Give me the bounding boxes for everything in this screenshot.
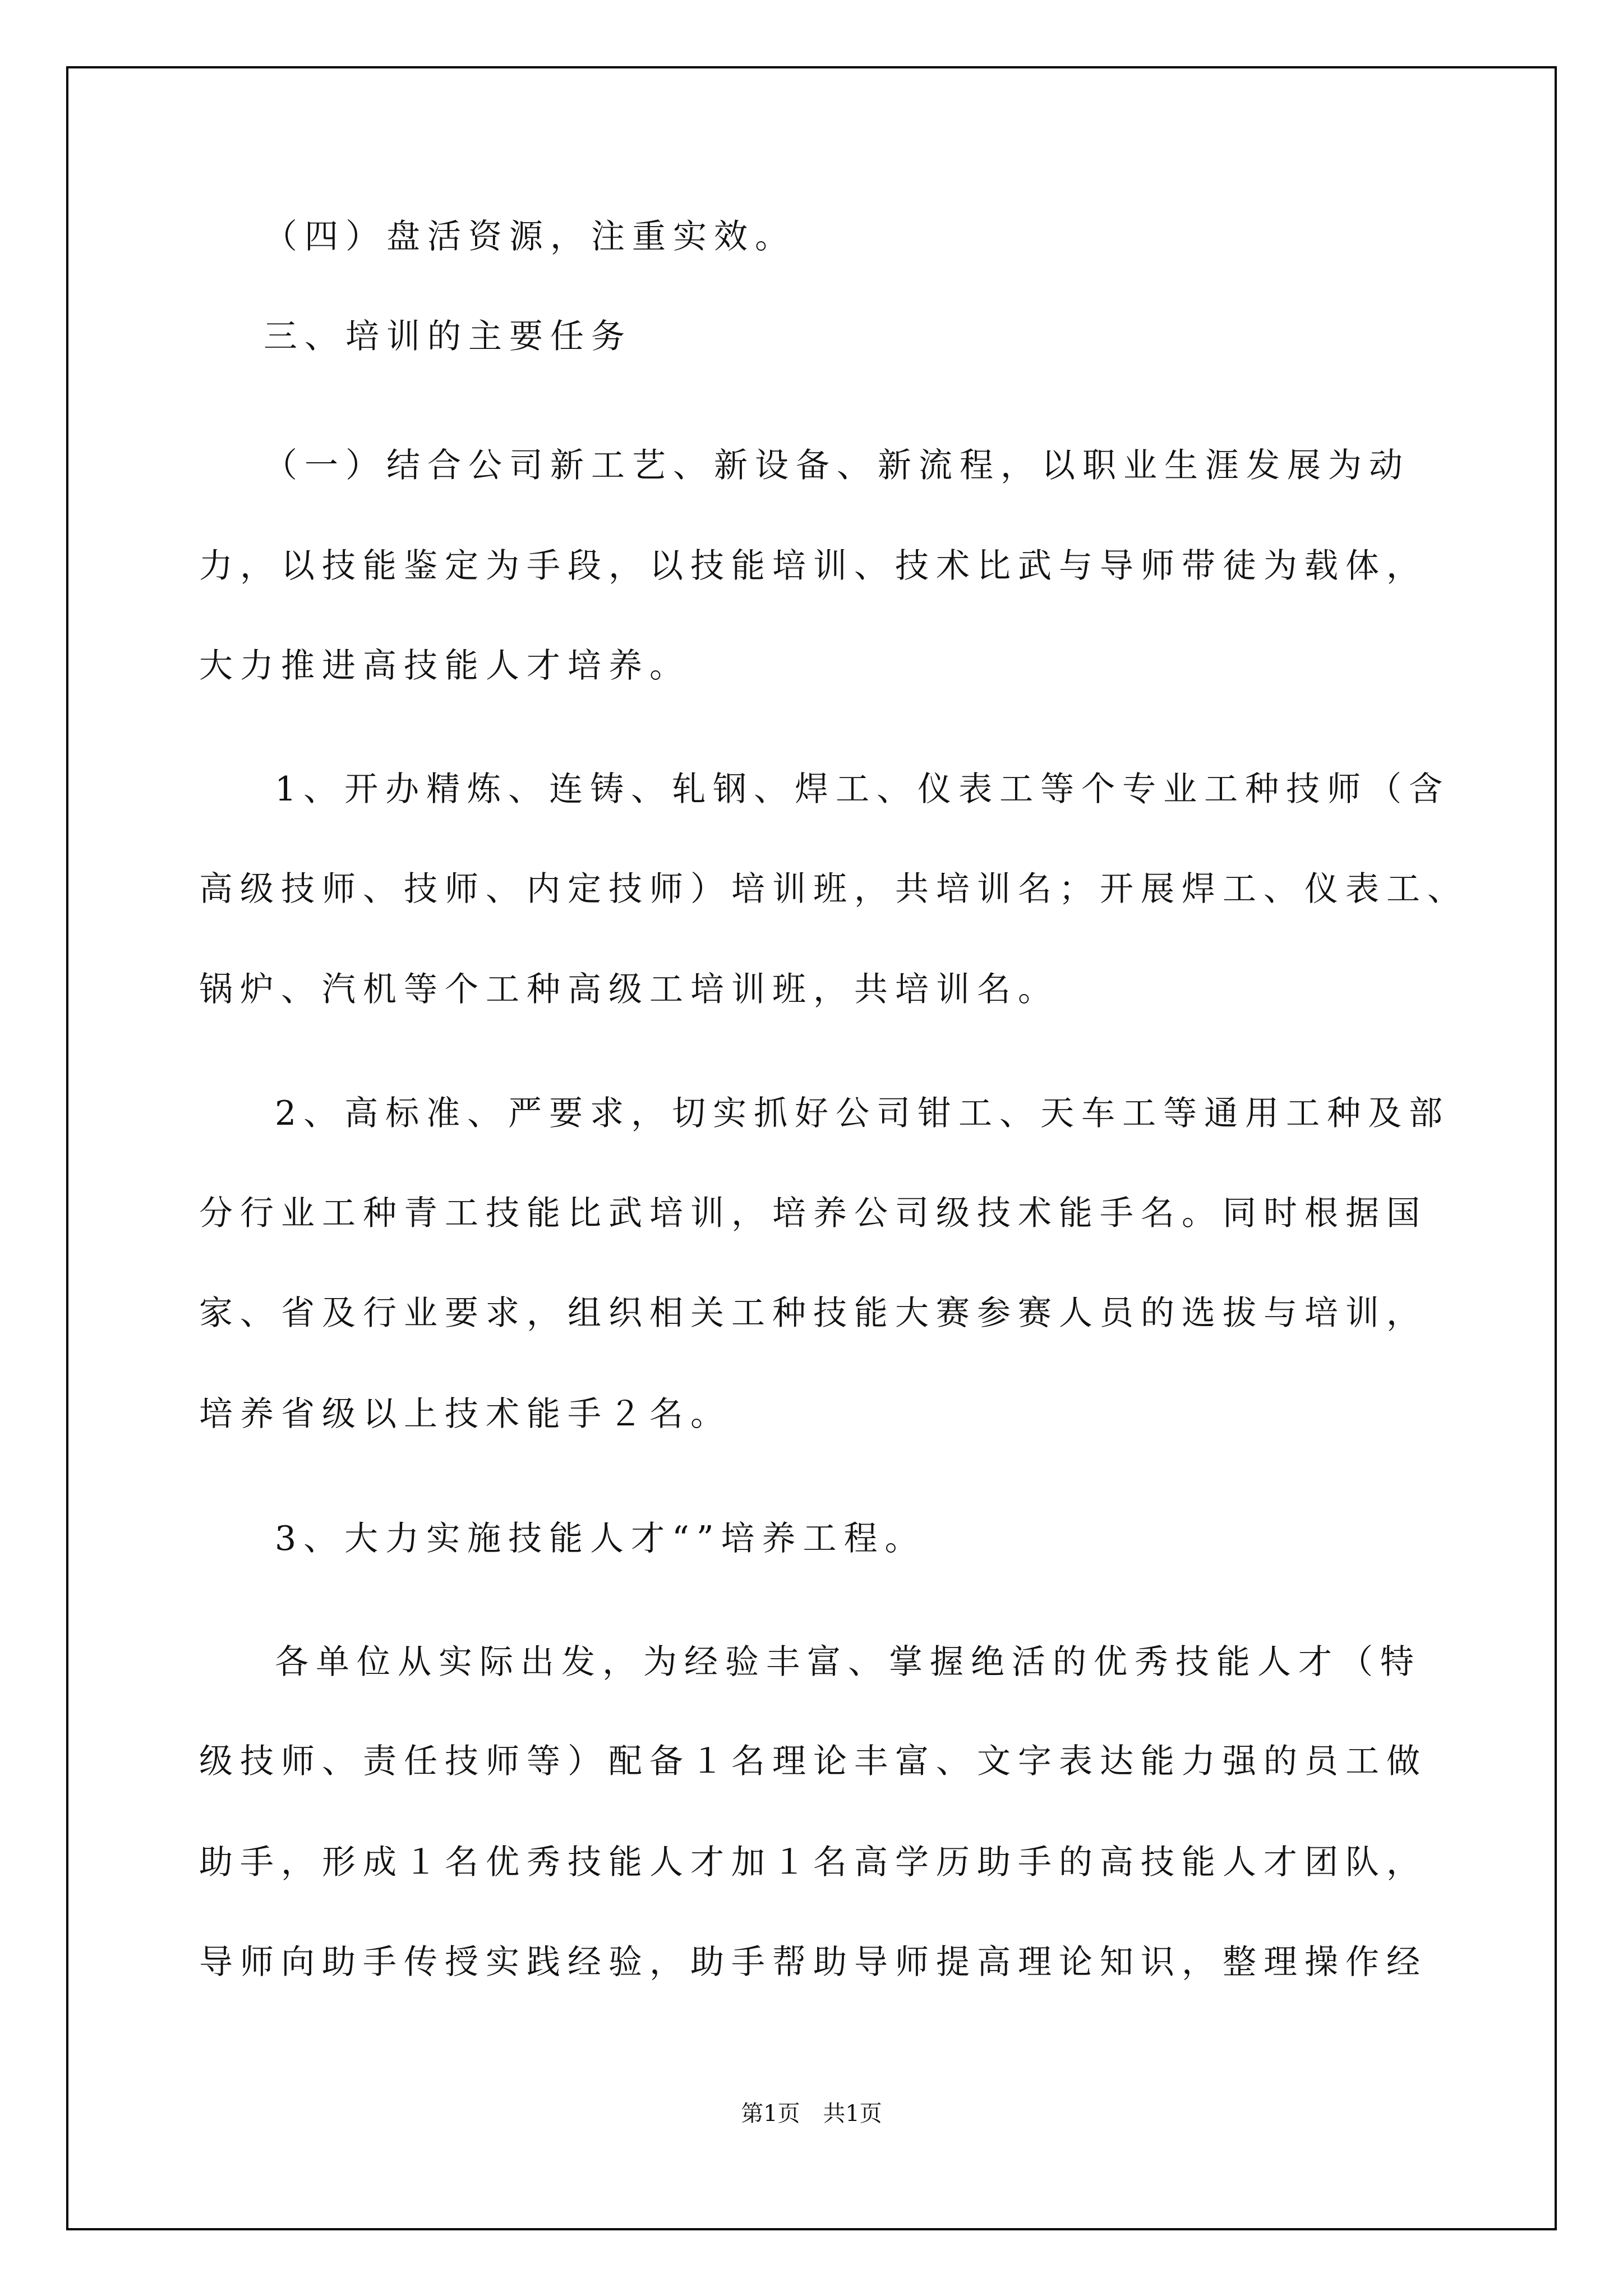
- text-line-3: （一）结合公司新工艺、新设备、新流程，以职业生涯发展为动: [264, 446, 1410, 485]
- page-border: [66, 66, 1557, 2230]
- text-line-17: 导师向助手传授实践经验，助手帮助导师提高理论知识，整理操作经: [199, 1943, 1427, 1982]
- text-line-16: 助手，形成１名优秀技能人才加１名高学历助手的高技能人才团队，: [199, 1843, 1427, 1882]
- text-line-10: 分行业工种青工技能比武培训，培养公司级技术能手名。同时根据国: [199, 1194, 1427, 1233]
- text-line-12: 培养省级以上技术能手２名。: [199, 1395, 731, 1434]
- text-line-15: 级技师、责任技师等）配备１名理论丰富、文字表达能力强的员工做: [199, 1742, 1427, 1781]
- text-line-4: 力，以技能鉴定为手段，以技能培训、技术比武与导师带徒为载体，: [199, 546, 1427, 586]
- text-line-11: 家、省及行业要求，组织相关工种技能大赛参赛人员的选拔与培训，: [199, 1294, 1427, 1333]
- page-footer: [0, 2099, 1623, 2128]
- text-line-6: 1、开办精炼、连铸、轧钢、焊工、仪表工等个专业工种技师（含: [275, 770, 1450, 809]
- text-line-9: 2、高标准、严要求，切实抓好公司钳工、天车工等通用工种及部: [275, 1094, 1450, 1133]
- text-line-2: 三、培训的主要任务: [264, 317, 632, 356]
- text-line-7: 高级技师、技师、内定技师）培训班，共培训名；开展焊工、仪表工、: [199, 869, 1468, 909]
- text-line-13: 3、大力实施技能人才“”培养工程。: [275, 1519, 926, 1558]
- page-number: 第1页: [741, 2101, 800, 2127]
- text-line-1: （四）盘活资源，注重实效。: [264, 217, 796, 256]
- page-total: 共1页: [823, 2101, 882, 2127]
- text-line-14: 各单位从实际出发，为经验丰富、掌握绝活的优秀技能人才（特: [275, 1642, 1421, 1682]
- text-line-5: 大力推进高技能人才培养。: [199, 646, 690, 685]
- text-line-8: 锅炉、汽机等个工种高级工培训班，共培训名。: [199, 970, 1059, 1009]
